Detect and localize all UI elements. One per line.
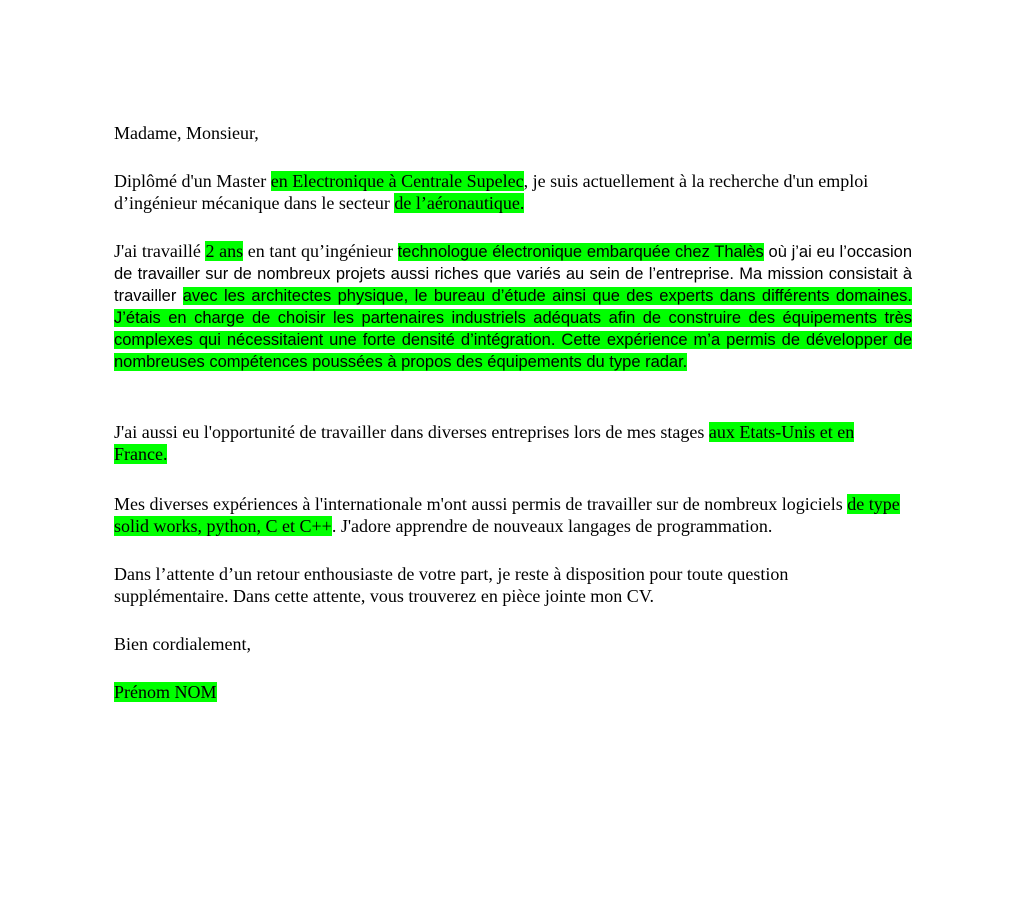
text-segment: J'ai aussi eu l'opportunité de travailler dans diverses entreprises lors de mes stages [114, 422, 709, 442]
text-segment: en tant qu’ingénieur [243, 241, 398, 261]
highlighted-text: technologue électronique embarquée chez Thalès [397, 243, 764, 261]
highlighted-text: en Electronique à Centrale Supelec [270, 171, 524, 191]
text-segment: J'ai travaillé [114, 241, 206, 261]
highlighted-text: aux Etats-Unis et en France. [114, 422, 855, 464]
text-segment: , je suis actuellement à la recherche d'un emploi d’ingénieur mécanique dans le secteur [114, 171, 869, 213]
closing: Bien cordialement, [114, 634, 251, 654]
text-segment: où j’ai eu l’occasion de travailler sur de nombreux projets aussi riches que variés au sein de l’entreprise. Ma mission consistait à travailler [114, 243, 913, 305]
highlighted-signature: Prénom NOM [114, 682, 217, 702]
highlighted-text: de type solid works, python, C et C++ [114, 494, 900, 536]
highlighted-text: de l’aéronautique. [394, 193, 525, 213]
paragraph-software [114, 493, 904, 537]
paragraph-internships [114, 421, 904, 465]
highlighted-text: 2 ans [205, 241, 244, 261]
paragraph-availability: Dans l’attente d’un retour enthousiaste de votre part, je reste à disposition pour toute question supplémentaire. Dans cette attente, vous trouverez en pièce jointe mon CV. [114, 564, 789, 606]
signature [114, 681, 912, 703]
text-segment: Diplômé d'un Master [114, 171, 271, 191]
letter-body [114, 122, 912, 703]
paragraph-experience [114, 240, 912, 373]
text-segment: Mes diverses expériences à l'internationale m'ont aussi permis de travailler sur de nombreux logiciels [114, 494, 848, 514]
paragraph-education [114, 170, 904, 214]
text-segment: . J'adore apprendre de nouveaux langages de programmation. [331, 516, 773, 536]
greeting: Madame, Monsieur, [114, 123, 259, 143]
highlighted-text: avec les architectes physique, le bureau d’étude ainsi que des experts dans différents domaines. J’étais en charge de choisir les partenaires industriels adéquats afin de construire des équipements très complexes qui nécessitaient une forte densité d’intégration. Cette expérience m’a permis de développer de nombreuses compétences poussées à propos des équipements du type radar. [114, 287, 912, 371]
